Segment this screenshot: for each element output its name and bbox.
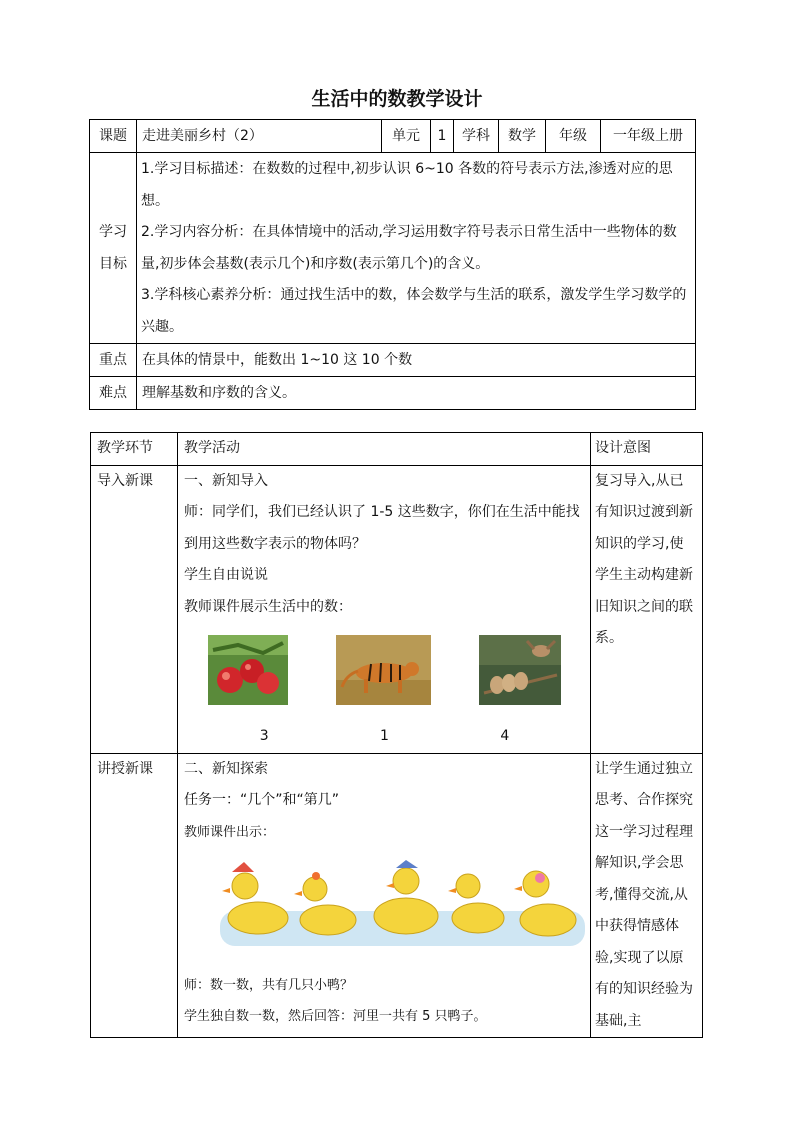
ducklings-image bbox=[220, 856, 585, 951]
image-number: 4 bbox=[500, 728, 510, 744]
header-stage: 教学环节 bbox=[91, 433, 178, 466]
activity-line: 学生独自数一数，然后回答：河里一共有 5 只鸭子。 bbox=[184, 1009, 487, 1024]
image-number: 1 bbox=[380, 728, 389, 744]
topic-value: 走进美丽乡村（2） bbox=[137, 120, 382, 153]
key-point-row bbox=[90, 344, 696, 377]
key-value: 在具体的情景中，能数出 1~10 这 10 个数 bbox=[137, 344, 696, 377]
activity-line: 二、新知探索 bbox=[184, 760, 268, 777]
activity-line: 学生自由说说 bbox=[184, 567, 268, 583]
goal-item: 2.学习内容分析：在具体情境中的活动,学习运用数字符号表示日常生活中一些物体的数量,初步体会基数(表示几个)和序数(表示第几个)的含义。 bbox=[141, 224, 677, 272]
goal-item: 3.学科核心素养分析：通过找生活中的数，体会数学与生活的联系，激发学生学习数学的兴趣。 bbox=[141, 287, 687, 335]
activity-line: 一、新知导入 bbox=[184, 472, 268, 489]
tiger-image bbox=[336, 635, 431, 705]
difficulty-value: 理解基数和序数的含义。 bbox=[137, 377, 696, 410]
grade-label: 年级 bbox=[546, 120, 601, 153]
subject-label: 学科 bbox=[454, 120, 499, 153]
stage-intro-row bbox=[91, 465, 703, 753]
activity-line: 教师课件展示生活中的数： bbox=[184, 598, 352, 615]
goals-content bbox=[137, 153, 696, 344]
activity-line: 师：同学们，我们已经认识了 1-5 这些数字，你们在生活中能找到用这些数字表示的物体吗？ bbox=[184, 504, 580, 552]
stage-teach-name: 讲授新课 bbox=[91, 753, 178, 1038]
activity-line: 教师课件出示： bbox=[184, 824, 276, 840]
goals-row bbox=[90, 153, 696, 344]
stage-intro-name: 导入新课 bbox=[91, 465, 178, 753]
header-intent: 设计意图 bbox=[591, 433, 703, 466]
birds-image bbox=[479, 635, 561, 705]
grade-value: 一年级上册 bbox=[601, 120, 696, 153]
activity-line: 师：数一数，共有几只小鸭？ bbox=[184, 977, 354, 993]
stage-intro-activity bbox=[178, 465, 591, 753]
teaching-process-table bbox=[90, 432, 703, 1038]
stage-teach-activity bbox=[178, 753, 591, 1038]
stage-teach-row bbox=[91, 753, 703, 1038]
stage-intro-intent: 复习导入,从已有知识过渡到新知识的学习,使学生主动构建新旧知识之间的联系。 bbox=[591, 465, 703, 753]
apples-image bbox=[208, 635, 288, 705]
lesson-info-table bbox=[89, 119, 696, 410]
info-row bbox=[90, 120, 696, 153]
stage-teach-intent: 让学生通过独立思考、合作探究这一学习过程理解知识,学会思考,懂得交流,从中获得情感体验,实现了以原有的知识经验为基础,主 bbox=[591, 753, 703, 1038]
activity-line: 任务一：“几个”和“第几” bbox=[184, 792, 340, 808]
goals-label: 学习目标 bbox=[90, 153, 137, 344]
unit-value: 1 bbox=[431, 120, 454, 153]
life-number-images bbox=[184, 633, 585, 707]
subject-value: 数学 bbox=[499, 120, 546, 153]
key-label: 重点 bbox=[90, 344, 137, 377]
difficulty-label: 难点 bbox=[90, 377, 137, 410]
image-number-labels bbox=[184, 721, 585, 753]
header-activity: 教学活动 bbox=[178, 433, 591, 466]
goal-item: 1.学习目标描述：在数数的过程中,初步认识 6~10 各数的符号表示方法,渗透对应的思想。 bbox=[141, 161, 673, 209]
unit-label: 单元 bbox=[382, 120, 431, 153]
topic-label: 课题 bbox=[90, 120, 137, 153]
image-number: 3 bbox=[259, 728, 269, 744]
header-row bbox=[91, 433, 703, 466]
difficulty-row bbox=[90, 377, 696, 410]
document-title: 生活中的数教学设计 bbox=[311, 88, 483, 110]
